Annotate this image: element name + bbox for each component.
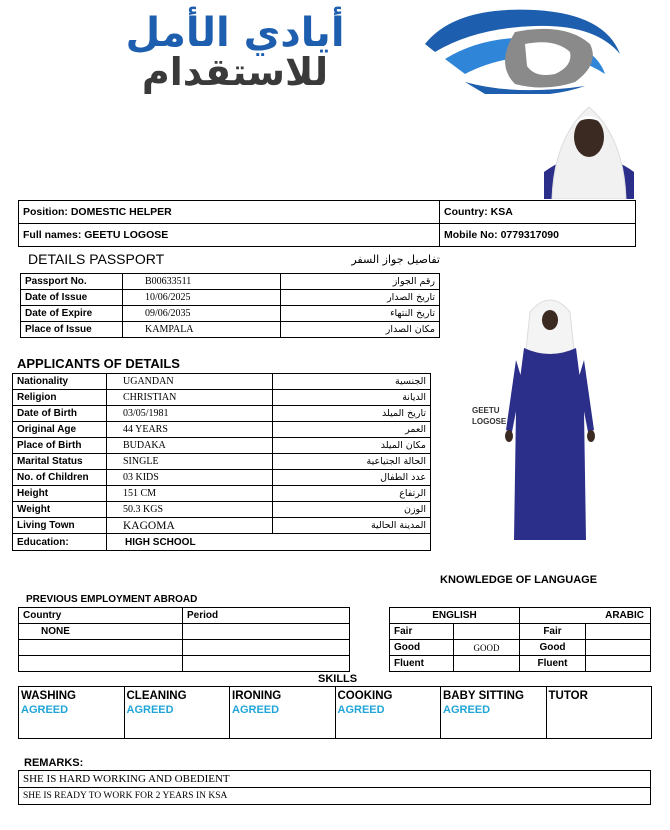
skill-name: BABY SITTING [443, 690, 524, 702]
english-header: ENGLISH [390, 608, 520, 624]
row-label-arabic: الجنسية [273, 374, 431, 390]
skill-cell [546, 687, 652, 739]
table-row [21, 322, 440, 338]
position-cell: Position: DOMESTIC HELPER [19, 201, 440, 224]
table-row [19, 687, 652, 739]
arabic-level-value [586, 640, 651, 656]
full-body-photo [500, 290, 600, 546]
row-label: Height [13, 486, 107, 502]
table-header-row [390, 608, 651, 624]
table-row [19, 656, 350, 672]
remarks-table [18, 770, 651, 805]
applicant-section-title: APPLICANTS OF DETAILS [17, 356, 180, 371]
country-cell: Country: KSA [440, 201, 636, 224]
english-level-label: Good [390, 640, 454, 656]
logo-arabic-line-1: أيادي الأمل [125, 10, 345, 56]
empty-cell [183, 656, 350, 672]
row-label-arabic: عدد الطفال [273, 470, 431, 486]
country-value: NONE [19, 624, 183, 640]
english-level-label: Fluent [390, 656, 454, 672]
passport-section-title: DETAILS PASSPORT [28, 251, 165, 267]
row-label: Living Town [13, 518, 107, 534]
table-row [13, 486, 431, 502]
row-value: CHRISTIAN [107, 390, 273, 406]
row-value: UGANDAN [107, 374, 273, 390]
row-label-arabic: العمر [273, 422, 431, 438]
table-row [390, 656, 651, 672]
full-name-cell: Full names: GEETU LOGOSE [19, 224, 440, 247]
row-value: SINGLE [107, 454, 273, 470]
applicant-details-table [12, 373, 431, 551]
row-label-arabic: الديانة [273, 390, 431, 406]
portrait-photo [544, 97, 634, 199]
row-label: Date of Birth [13, 406, 107, 422]
country-header: Country [19, 608, 183, 624]
row-label: Religion [13, 390, 107, 406]
table-row [13, 422, 431, 438]
row-value: BUDAKA [107, 438, 273, 454]
english-level-label: Fair [390, 624, 454, 640]
remark-line: SHE IS READY TO WORK FOR 2 YEARS IN KSA [19, 788, 651, 805]
table-row [19, 771, 651, 788]
arabic-level-value [586, 624, 651, 640]
empty-cell [183, 640, 350, 656]
row-value: 50.3 KGS [107, 502, 273, 518]
row-label: Date of Issue [21, 290, 123, 306]
skill-cell [335, 687, 441, 739]
agency-logo [40, 4, 640, 94]
skills-section-title: SKILLS [318, 673, 358, 685]
row-label: Place of Birth [13, 438, 107, 454]
table-row [19, 640, 350, 656]
empty-cell [19, 640, 183, 656]
skill-name: COOKING [337, 690, 393, 702]
skill-status: AGREED [232, 704, 280, 716]
passport-section-title-arabic: تفاصيل جواز السفر [351, 253, 440, 266]
table-row [19, 624, 350, 640]
row-value: 03 KIDS [107, 470, 273, 486]
position-info-table [18, 200, 636, 247]
row-label-arabic: تاريخ النتهاء [281, 306, 440, 322]
table-row [21, 274, 440, 290]
row-value: B00633511 [123, 274, 281, 290]
mobile-cell: Mobile No: 0779317090 [440, 224, 636, 247]
row-value: 10/06/2025 [123, 290, 281, 306]
language-section-title: KNOWLEDGE OF LANGUAGE [440, 574, 598, 586]
table-row [13, 406, 431, 422]
row-value: KAMPALA [123, 322, 281, 338]
table-row [13, 454, 431, 470]
skill-cell [230, 687, 336, 739]
arabic-level-label: Fluent [520, 656, 586, 672]
row-label: Weight [13, 502, 107, 518]
logo-arabic-line-2: للاستقدام [141, 50, 329, 94]
row-label: Marital Status [13, 454, 107, 470]
arabic-header: ARABIC [520, 608, 651, 624]
row-value: 09/06/2035 [123, 306, 281, 322]
education-row [13, 534, 431, 551]
row-label-arabic: تاريخ الميلد [273, 406, 431, 422]
table-row [13, 374, 431, 390]
row-label-arabic: مكان الصدار [281, 322, 440, 338]
skill-status: AGREED [21, 704, 69, 716]
table-row [21, 290, 440, 306]
skill-cell [441, 687, 547, 739]
table-row [390, 640, 651, 656]
skill-name: WASHING [21, 690, 76, 702]
table-row [13, 518, 431, 534]
row-label: Place of Issue [21, 322, 123, 338]
row-label-arabic: الوزن [273, 502, 431, 518]
period-value [183, 624, 350, 640]
skill-status: AGREED [126, 704, 174, 716]
arabic-level-label: Fair [520, 624, 586, 640]
row-value: 151 CM [107, 486, 273, 502]
row-label: Date of Expire [21, 306, 123, 322]
education-label: Education: [13, 534, 107, 551]
english-level-value: GOOD [454, 640, 520, 656]
remarks-section-title: REMARKS: [24, 757, 84, 769]
row-value: 44 YEARS [107, 422, 273, 438]
row-label: Nationality [13, 374, 107, 390]
photo-caption: GEETU LOGOSE [472, 406, 507, 426]
language-table [389, 607, 651, 672]
skill-name: IRONING [232, 690, 282, 702]
skill-cell [124, 687, 230, 739]
education-value: HIGH SCHOOL [107, 534, 431, 551]
row-label: Original Age [13, 422, 107, 438]
table-row [13, 390, 431, 406]
row-label-arabic: الرتفاع [273, 486, 431, 502]
row-label: Passport No. [21, 274, 123, 290]
table-row [21, 306, 440, 322]
employment-section-title: PREVIOUS EMPLOYMENT ABROAD [26, 594, 198, 605]
remark-line: SHE IS HARD WORKING AND OBEDIENT [19, 771, 651, 788]
table-row [390, 624, 651, 640]
row-value: 03/05/1981 [107, 406, 273, 422]
row-label-arabic: رقم الجواز [281, 274, 440, 290]
skill-status: AGREED [337, 704, 385, 716]
skills-table [18, 686, 652, 739]
empty-cell [19, 656, 183, 672]
skill-cell [19, 687, 125, 739]
skill-status: AGREED [443, 704, 491, 716]
table-row [13, 438, 431, 454]
arabic-level-value [586, 656, 651, 672]
passport-details-table [20, 273, 440, 338]
skill-name: TUTOR [548, 690, 588, 702]
table-row [19, 788, 651, 805]
row-label-arabic: الحالة الجتياعية [273, 454, 431, 470]
english-level-value [454, 656, 520, 672]
row-label: No. of Children [13, 470, 107, 486]
period-header: Period [183, 608, 350, 624]
arabic-level-label: Good [520, 640, 586, 656]
table-row [13, 470, 431, 486]
row-value: KAGOMA [107, 518, 273, 534]
hand-logo-icon [395, 4, 635, 94]
english-level-value [454, 624, 520, 640]
skill-name: CLEANING [126, 690, 187, 702]
row-label-arabic: المدينة الحالية [273, 518, 431, 534]
table-header-row [19, 608, 350, 624]
employment-table [18, 607, 350, 672]
row-label-arabic: تاريخ الصدار [281, 290, 440, 306]
row-label-arabic: مكان الميلد [273, 438, 431, 454]
table-row [13, 502, 431, 518]
